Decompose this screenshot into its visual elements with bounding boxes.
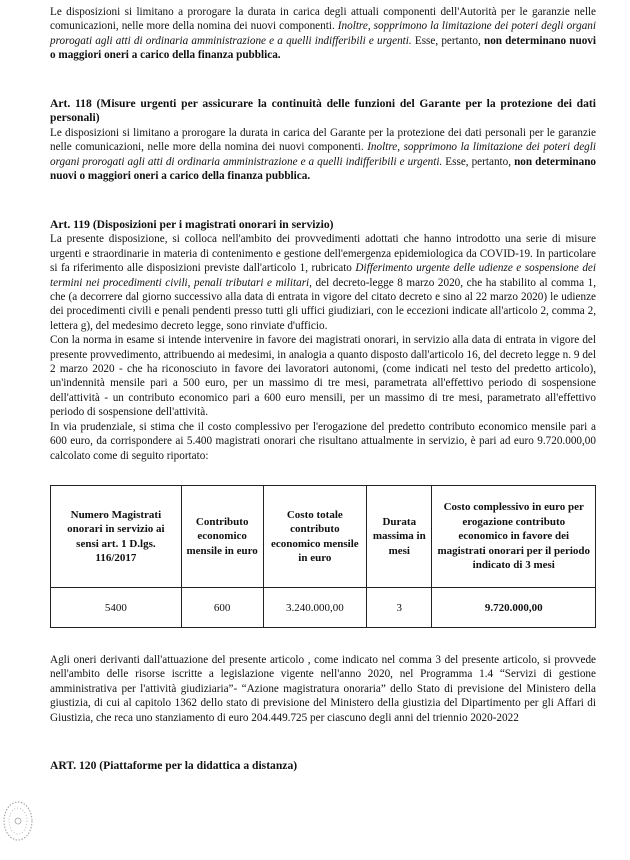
art119-p3: In via prudenziale, si stima che il costo complessivo per l'erogazione del predetto contributo economico mensile pari a 600 euro, da corrispondere ai 5.400 magistrati onorari che risultano attualmente in servizio, è pari ad euro 9.720.000,00 calcolato come di seguito riportato: — [50, 420, 596, 462]
intro-text: Le disposizioni si limitano a prorogare la durata in carica degli attuali componenti dell'Autorità per le garanzie nelle comunicazioni, nelle more della nomina dei nuovi componenti. — [50, 6, 596, 33]
art119-p1-text: La presente disposizione, si colloca nell'ambito dei provvedimenti adottati che hanno introdotto una serie di misure urgenti e straordinarie in materia di contenimento e gestione dell'emergenza epidemiologica da COVID-19. In particolare si fa riferimento alle disposizioni previste dall'articolo 1, rubricato — [50, 233, 596, 275]
table-header-cell: Costo totale contributo economico mensile in euro — [263, 486, 367, 588]
table-row — [51, 588, 596, 628]
art119-p1-italic: Differimento urgente delle udienze e sospensione dei termini nei procedimenti civili, penali tributari e militari, — [50, 262, 597, 289]
art119-heading: Art. 119 (Disposizioni per i magistrati onorari in servizio) — [50, 218, 334, 231]
art119-p1-text-cont: del decreto-legge 8 marzo 2020, che ha stabilito al comma 1, che (a decorrere dal giorno successivo alla data di entrata in vigore del citato decreto e sino al 22 marzo 2020) le udienze dei procedimenti civili e penali pendenti presso tutti gli uffici giudiziari, con le eccezioni indicate all'articolo 2, comma 2, lettera g), del medesimo decreto legge, sono rinviate d'ufficio. — [50, 276, 597, 332]
art120-section — [50, 759, 596, 773]
intro-paragraph — [50, 5, 596, 63]
art118-bold-text: non determinano nuovi o maggiori oneri a carico della finanza pubblica. — [50, 155, 597, 183]
art119-section — [50, 218, 596, 463]
art120-heading: ART. 120 (Piattaforme per la didattica a distanza) — [50, 759, 298, 772]
intro-italic-text: Inoltre, sopprimono la limitazione dei poteri degli organi prorogati agli atti di ordinaria amministrazione e a quelli indifferibili e urgenti. — [50, 20, 596, 47]
art118-section — [50, 97, 596, 183]
table-header-cell: Durata massima in mesi — [367, 486, 432, 588]
art119-p4: Agli oneri derivanti dall'attuazione del presente articolo , come indicato nel comma 3 del presente articolo, si provvede nell'ambito delle risorse iscritte a legislazione vigente nell'anno 2020, nel Programma 1.4 “Servizi di gestione amministrativa per l'attività giudiziaria”- “Azione magistratura onoraria” dello Stato di previsione del Ministero della giustizia, di cui al capitolo 1362 dello stato di previsione del Ministero della giustizia del Dipartimento per gli Affari di Giustizia, che reca uno stanziamento di euro 204.449.725 per ciascuno degli anni del triennio 2020-2022 — [50, 654, 596, 724]
table-cell: 5400 — [51, 588, 182, 628]
table-header-cell: Costo complessivo in euro per erogazione contributo economico in favore dei magistrati onorari per il periodo indicato di 3 mesi — [432, 486, 596, 588]
art118-text-cont: Esse, pertanto, — [445, 155, 512, 168]
intro-text-cont: Esse, pertanto, — [414, 34, 481, 47]
cost-table — [50, 485, 596, 628]
table-header-cell: Contributo economico mensile in euro — [181, 486, 263, 588]
table-header-cell: Numero Magistrati onorari in servizio ai sensi art. 1 D.lgs. 116/2017 — [51, 486, 182, 588]
stamp-seal-icon — [2, 800, 34, 842]
table-cell: 600 — [181, 588, 263, 628]
art118-heading: Art. 118 (Misure urgenti per assicurare la continuità delle funzioni del Garante per la protezione dei dati personali) — [50, 97, 596, 125]
table-header-row — [51, 486, 596, 588]
art118-italic-text: Inoltre, sopprimono la limitazione dei poteri degli organi prorogati agli atti di ordinaria amministrazione e a quelli indifferibili e urgenti. — [50, 141, 596, 168]
art119-p2: Con la norma in esame si intende intervenire in favore dei magistrati onorari, in servizio alla data di entrata in vigore del presente provvedimento, attribuendo ai medesimi, in analogia a quanto disposto dall'articolo 16, del decreto legge n. 9 del 2 marzo 2020 - che ha riconosciuto in favore dei lavoratori autonomi, (come indicati nel testo del predetto articolo), un'indennità mensile pari a 500 euro, per un massimo di tre mesi, parametrata all'effettivo periodo di sospensione dell'attività - un contributo economico pari a 600 euro mensili, per un massimo di tre mesi, parametrato all'effettivo periodo di sospensione dell'attività. — [50, 334, 596, 419]
table-cell: 3.240.000,00 — [263, 588, 367, 628]
table-cell: 9.720.000,00 — [432, 588, 596, 628]
intro-bold-text: non determinano nuovi o maggiori oneri a carico della finanza pubblica. — [50, 34, 596, 62]
art119-p4-block — [50, 653, 596, 725]
art118-text: Le disposizioni si limitano a prorogare la durata in carica del Garante per la protezione dei dati personali per le garanzie nelle comunicazioni, nelle more della nomina dei nuovi componenti. — [50, 126, 596, 154]
table-cell: 3 — [367, 588, 432, 628]
